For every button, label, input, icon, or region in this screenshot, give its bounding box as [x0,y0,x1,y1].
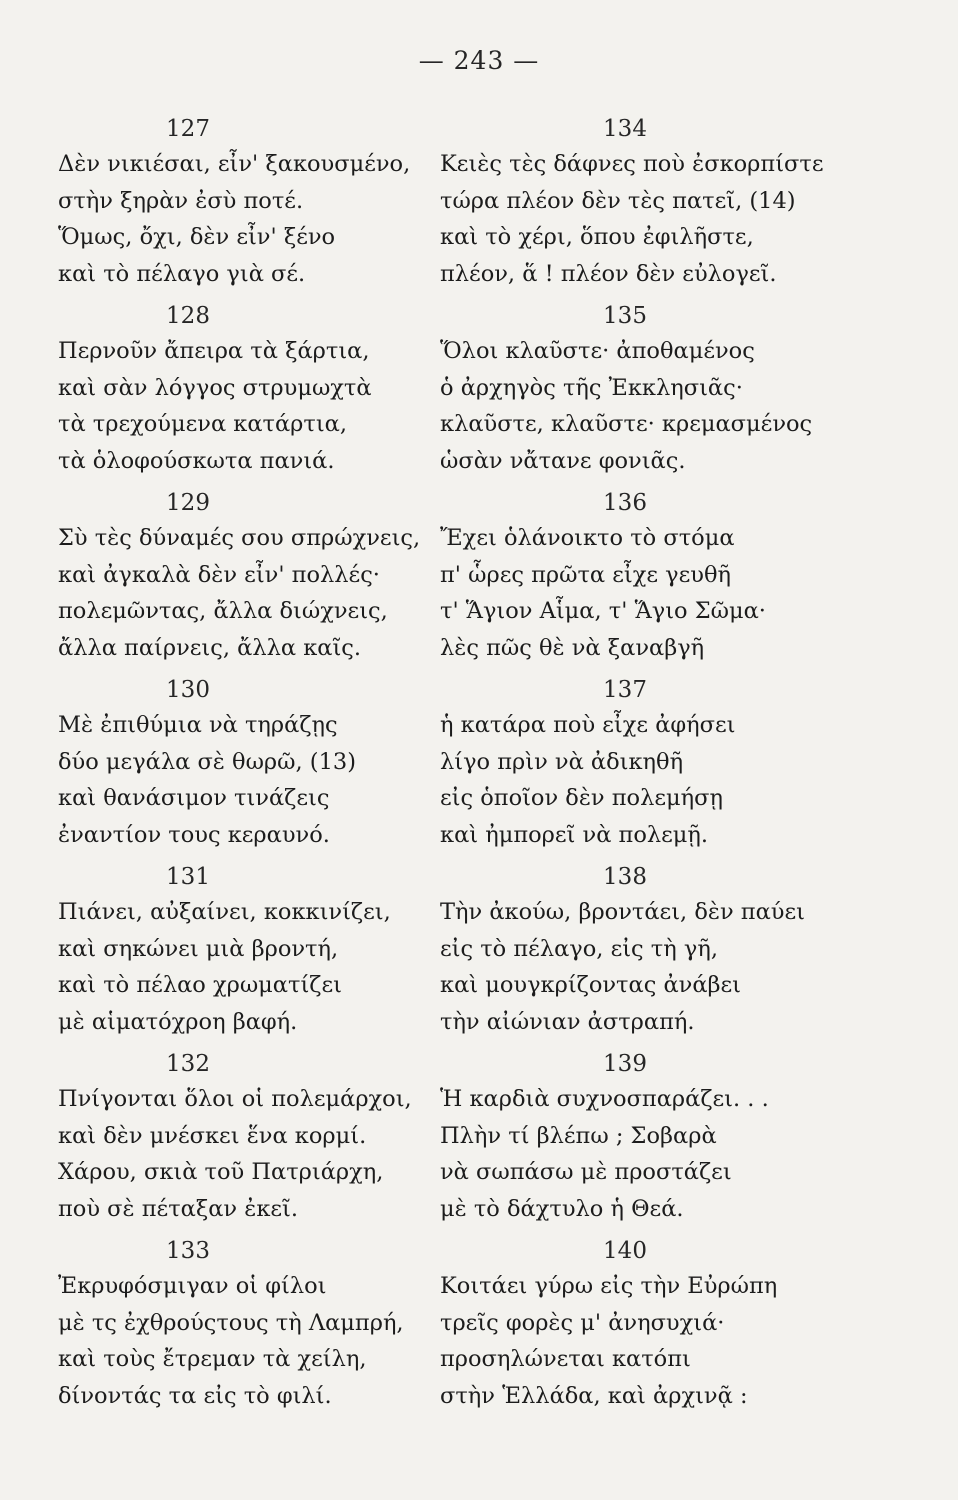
verse-line: τὰ τρεχούμενα κατάρτια, [58,411,348,437]
verse-line: Πιάνει, αὐξαίνει, κοκκινίζει, [58,899,391,925]
stanza-number: 138 [603,864,647,890]
verse-line: Πλὴν τί βλέπω ; Σοβαρὰ [440,1122,717,1149]
verse-line: μὲ αἱματόχροη βαφή. [58,1008,298,1035]
stanza-number: 130 [166,677,210,703]
verse-line: καὶ σηκώνει μιὰ βροντή, [58,935,339,962]
verse-line: κλαῦστε, κλαῦστε· κρεμασμένος [440,411,813,437]
verse-line: καὶ ἠμπορεῖ νὰ πολεμῇ. [440,821,709,848]
verse-line: εἰς τὸ πέλαγο, εἰς τὴ γῆ, [440,935,718,962]
verse-line: δύο μεγάλα σὲ θωρῶ, (13) [58,748,356,775]
stanza [58,673,478,860]
verse-line: λὲς πῶς θὲ νὰ ξαναβγῆ [440,634,705,661]
verse-line: ποὺ σὲ πέταξαν ἐκεῖ. [58,1195,299,1222]
stanza [58,299,478,486]
verse-line: εἰς ὁποῖον δὲν πολεμήσῃ [440,785,723,811]
verse-line: πλέον, ἅ ! πλέον δὲν εὐλογεῖ. [440,260,777,287]
verse-line: νὰ σωπάσω μὲ προστάζει [440,1159,732,1185]
verse-line: μὲ τς ἐχθρούςτους τὴ Λαμπρή, [58,1309,404,1336]
stanza [440,112,840,299]
stanza-number: 128 [166,303,210,329]
stanza-number: 136 [603,490,647,516]
verse-line: Δὲν νικιέσαι, εἶν' ξακουσμένο, [58,151,411,177]
verse-line: λίγο πρὶν νὰ ἀδικηθῆ [440,748,684,775]
verse-line: καὶ θανάσιμον τινάζεις [58,785,330,811]
stanza [58,486,478,673]
verse-line: ἄλλα παίρνεις, ἄλλα καῖς. [58,634,362,661]
verse-line: Ὅλοι κλαῦστε· ἀποθαμένος [440,338,755,364]
verse-line: Σὺ τὲς δύναμές σου σπρώχνεις, [58,525,421,551]
stanza [440,299,840,486]
verse-line: ὁ ἀρχηγὸς τῆς Ἐκκλησιᾶς· [440,374,743,401]
verse-line: Κοιτάει γύρω εἰς τὴν Εὐρώπη [440,1273,778,1299]
stanza [440,860,840,1047]
verse-line: Τὴν ἀκούω, βροντάει, δὲν παύει [440,899,805,925]
verse-line: προσηλώνεται κατόπι [440,1346,691,1372]
verse-line: ἡ κατάρα ποὺ εἶχε ἀφήσει [440,712,736,738]
verse-line: καὶ σὰν λόγγος στρυμωχτὰ [58,374,372,401]
stanza-number: 129 [166,490,210,516]
verse-line: Περνοῦν ἄπειρα τὰ ξάρτια, [58,338,370,364]
verse-line: Μὲ ἐπιθύμια νὰ τηράζῃς [58,712,338,738]
left-column [58,112,478,1421]
verse-line: στὴν ξηρὰν ἐσὺ ποτέ. [58,187,304,214]
stanza [440,1047,840,1234]
stanza-number: 140 [603,1238,647,1264]
stanza [440,673,840,860]
verse-line: μὲ τὸ δάχτυλο ἡ Θεά. [440,1195,684,1222]
verse-line: Ἡ καρδιὰ συχνοσπαράζει. . . [440,1086,769,1112]
stanza-number: 133 [166,1238,210,1264]
verse-line: καὶ δὲν μνέσκει ἕνα κορμί. [58,1122,367,1149]
verse-line: καὶ τὸ χέρι, ὅπου ἐφιλῆστε, [440,224,754,250]
verse-line: Χάρου, σκιὰ τοῦ Πατριάρχη, [58,1159,384,1185]
stanza-number: 127 [166,116,210,142]
verse-line: τρεῖς φορὲς μ' ἀνησυχιά· [440,1309,725,1336]
right-column [440,112,840,1421]
verse-line: Πνίγονται ὅλοι οἱ πολεμάρχοι, [58,1086,412,1112]
stanza-number: 137 [603,677,647,703]
verse-line: καὶ τὸ πέλαγο γιὰ σέ. [58,260,306,287]
verse-line: καὶ τὸ πέλαο χρωματίζει [58,972,342,998]
verse-line: Ὅμως, ὄχι, δὲν εἶν' ξένο [58,224,336,250]
verse-line: τώρα πλέον δὲν τὲς πατεῖ, (14) [440,187,796,214]
verse-line: τ' Ἅγιον Αἷμα, τ' Ἅγιο Σῶμα· [440,598,766,624]
stanza [440,486,840,673]
verse-line: Κειὲς τὲς δάφνες ποὺ ἐσκορπίστε [440,151,824,177]
stanza-number: 135 [603,303,647,329]
verse-line: καὶ μουγκρίζοντας ἀνάβει [440,972,742,998]
verse-line: τὴν αἰώνιαν ἀστραπή. [440,1008,695,1035]
verse-line: καὶ τοὺς ἔτρεμαν τὰ χείλη, [58,1346,367,1372]
stanza-number: 139 [603,1051,647,1077]
verse-line: ἐναντίον τους κεραυνό. [58,821,330,848]
verse-line: στὴν Ἑλλάδα, καὶ ἀρχινᾷ : [440,1382,748,1409]
stanza-number: 132 [166,1051,210,1077]
verse-line: τὰ ὁλοφούσκωτα πανιά. [58,447,335,474]
verse-line: δίνοντάς τα εἰς τὸ φιλί. [58,1382,332,1409]
verse-line: Ἔχει ὁλάνοικτο τὸ στόμα [440,525,735,551]
stanza [440,1234,840,1421]
verse-line: π' ὧρες πρῶτα εἶχε γευθῆ [440,561,731,588]
stanza [58,860,478,1047]
stanza-number: 134 [603,116,647,142]
verse-line: πολεμῶντας, ἄλλα διώχνεις, [58,598,388,624]
stanza-number: 131 [166,864,210,890]
verse-line: Ἐκρυφόσμιγαν οἱ φίλοι [58,1273,327,1299]
stanza [58,1047,478,1234]
verse-line: ὡσὰν νἄτανε φονιᾶς. [440,447,686,474]
stanza [58,112,478,299]
stanza [58,1234,478,1421]
verse-line: καὶ ἀγκαλὰ δὲν εἶν' πολλές· [58,561,380,588]
page-number: — 243 — [418,46,540,75]
